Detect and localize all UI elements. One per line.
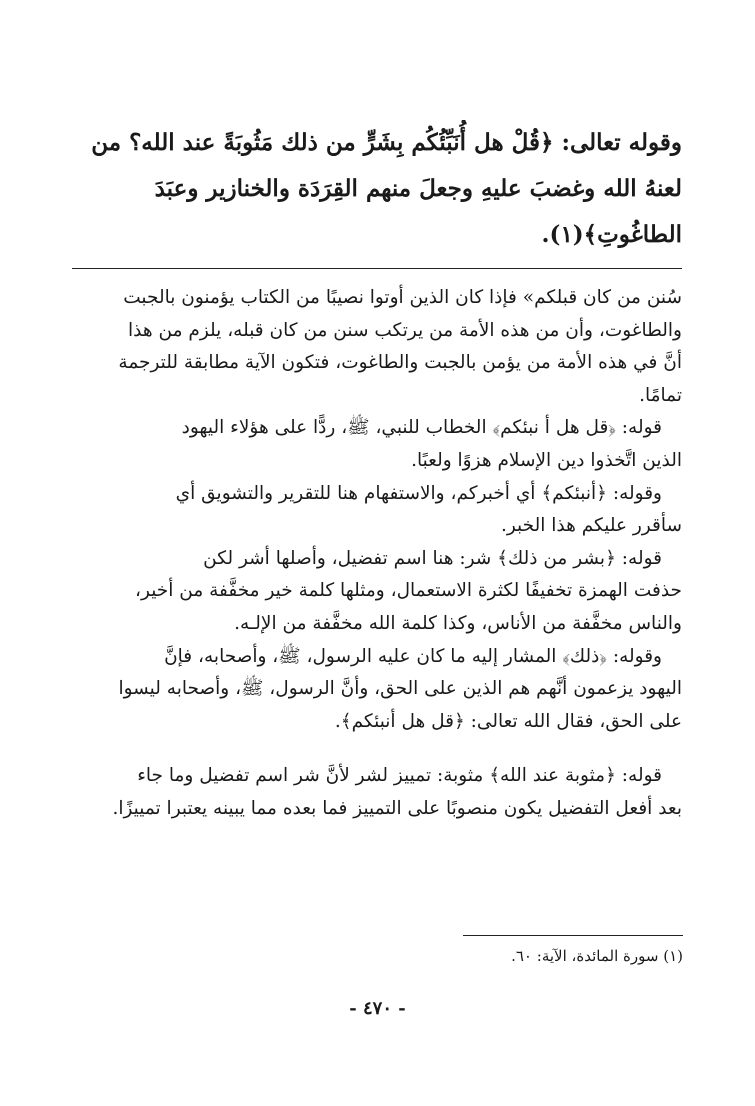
- text-line: وقوله: ﴿أنبئكم﴾ أي أخبركم، والاستفهام هنا للتقرير والتشويق أي: [175, 482, 662, 504]
- text-line: قوله: ﴿قل هل أ نبئكم﴾ الخطاب للنبي، ﷺ، ردًّا على هؤلاء اليهود: [181, 417, 662, 439]
- paragraph: [72, 641, 682, 739]
- text-line: قوله: ﴿مثوبة عند الله﴾ مثوبة: تمييز لشر لأنَّ شر اسم تفضيل وما جاء: [137, 765, 662, 787]
- page-number: - ٤٧٠ -: [349, 998, 406, 1019]
- text-line: أنَّ في هذه الأمة من يؤمن بالجبت والطاغوت، فتكون الآية مطابقة للترجمة: [118, 352, 682, 374]
- text-line: سأقرر عليكم هذا الخبر.: [500, 515, 682, 537]
- text-line: على الحق، فقال الله تعالى: ﴿قل هل أنبئكم﴾.: [334, 710, 682, 732]
- text-line: والطاغوت، وأن من هذه الأمة من يرتكب سنن من كان قبله، يلزم من هذا: [128, 319, 682, 341]
- footnote: (١) سورة المائدة، الآية: ٦٠.: [511, 947, 683, 965]
- text-line: بعد أفعل التفضيل يكون منصوبًا على التمييز فما بعده مما يبينه يعتبرا تمييزًا.: [112, 797, 682, 819]
- text-line: والناس مخفَّفة من الأناس، وكذا كلمة الله مخفَّفة من الإلـه.: [234, 612, 682, 634]
- verse-line: وقوله تعالى: ﴿قُلْ هل أُنَبِّئُكُم بِشَرٍّ من ذلك مَثُوبَةً عند الله؟ من: [91, 129, 682, 156]
- paragraph: [72, 282, 682, 412]
- text-line: اليهود يزعمون أنَّهم هم الذين على الحق، وأنَّ الرسول، ﷺ، وأصحابه ليسوا: [118, 678, 682, 700]
- paragraph: [72, 760, 682, 825]
- text-line: وقوله: ﴿ذلك﴾ المشار إليه ما كان عليه الرسول، ﷺ، وأصحابه، فإنَّ: [164, 645, 662, 667]
- paragraph: [72, 543, 682, 641]
- text-line: سُنن من كان قبلكم» فإذا كان الذين أوتوا نصيبًا من الكتاب يؤمنون بالجبت: [123, 287, 682, 308]
- text-line: تمامًا.: [639, 384, 682, 406]
- text-line: قوله: ﴿بشر من ذلك﴾ شر: هنا اسم تفضيل، وأصلها أشر لكن: [203, 547, 662, 569]
- text-line: حذفت الهمزة تخفيفًا لكثرة الاستعمال، ومثلها كلمة خير مخفَّفة من أخير،: [135, 580, 682, 602]
- verse-line: لعنهُ الله وغضبَ عليهِ وجعلَ منهم القِرَدَة والخنازير وعبَدَ: [154, 175, 682, 202]
- paragraph: [72, 478, 682, 543]
- quran-verse-block: [72, 120, 682, 258]
- section-divider: [72, 268, 682, 269]
- verse-line: الطاغُوتِ﴾(١).: [541, 221, 682, 248]
- footnote-divider: [463, 935, 683, 936]
- commentary-body: [72, 282, 682, 826]
- paragraph: [72, 412, 682, 477]
- text-line: الذين اتَّخذوا دين الإسلام هزوًا ولعبًا.: [411, 449, 682, 471]
